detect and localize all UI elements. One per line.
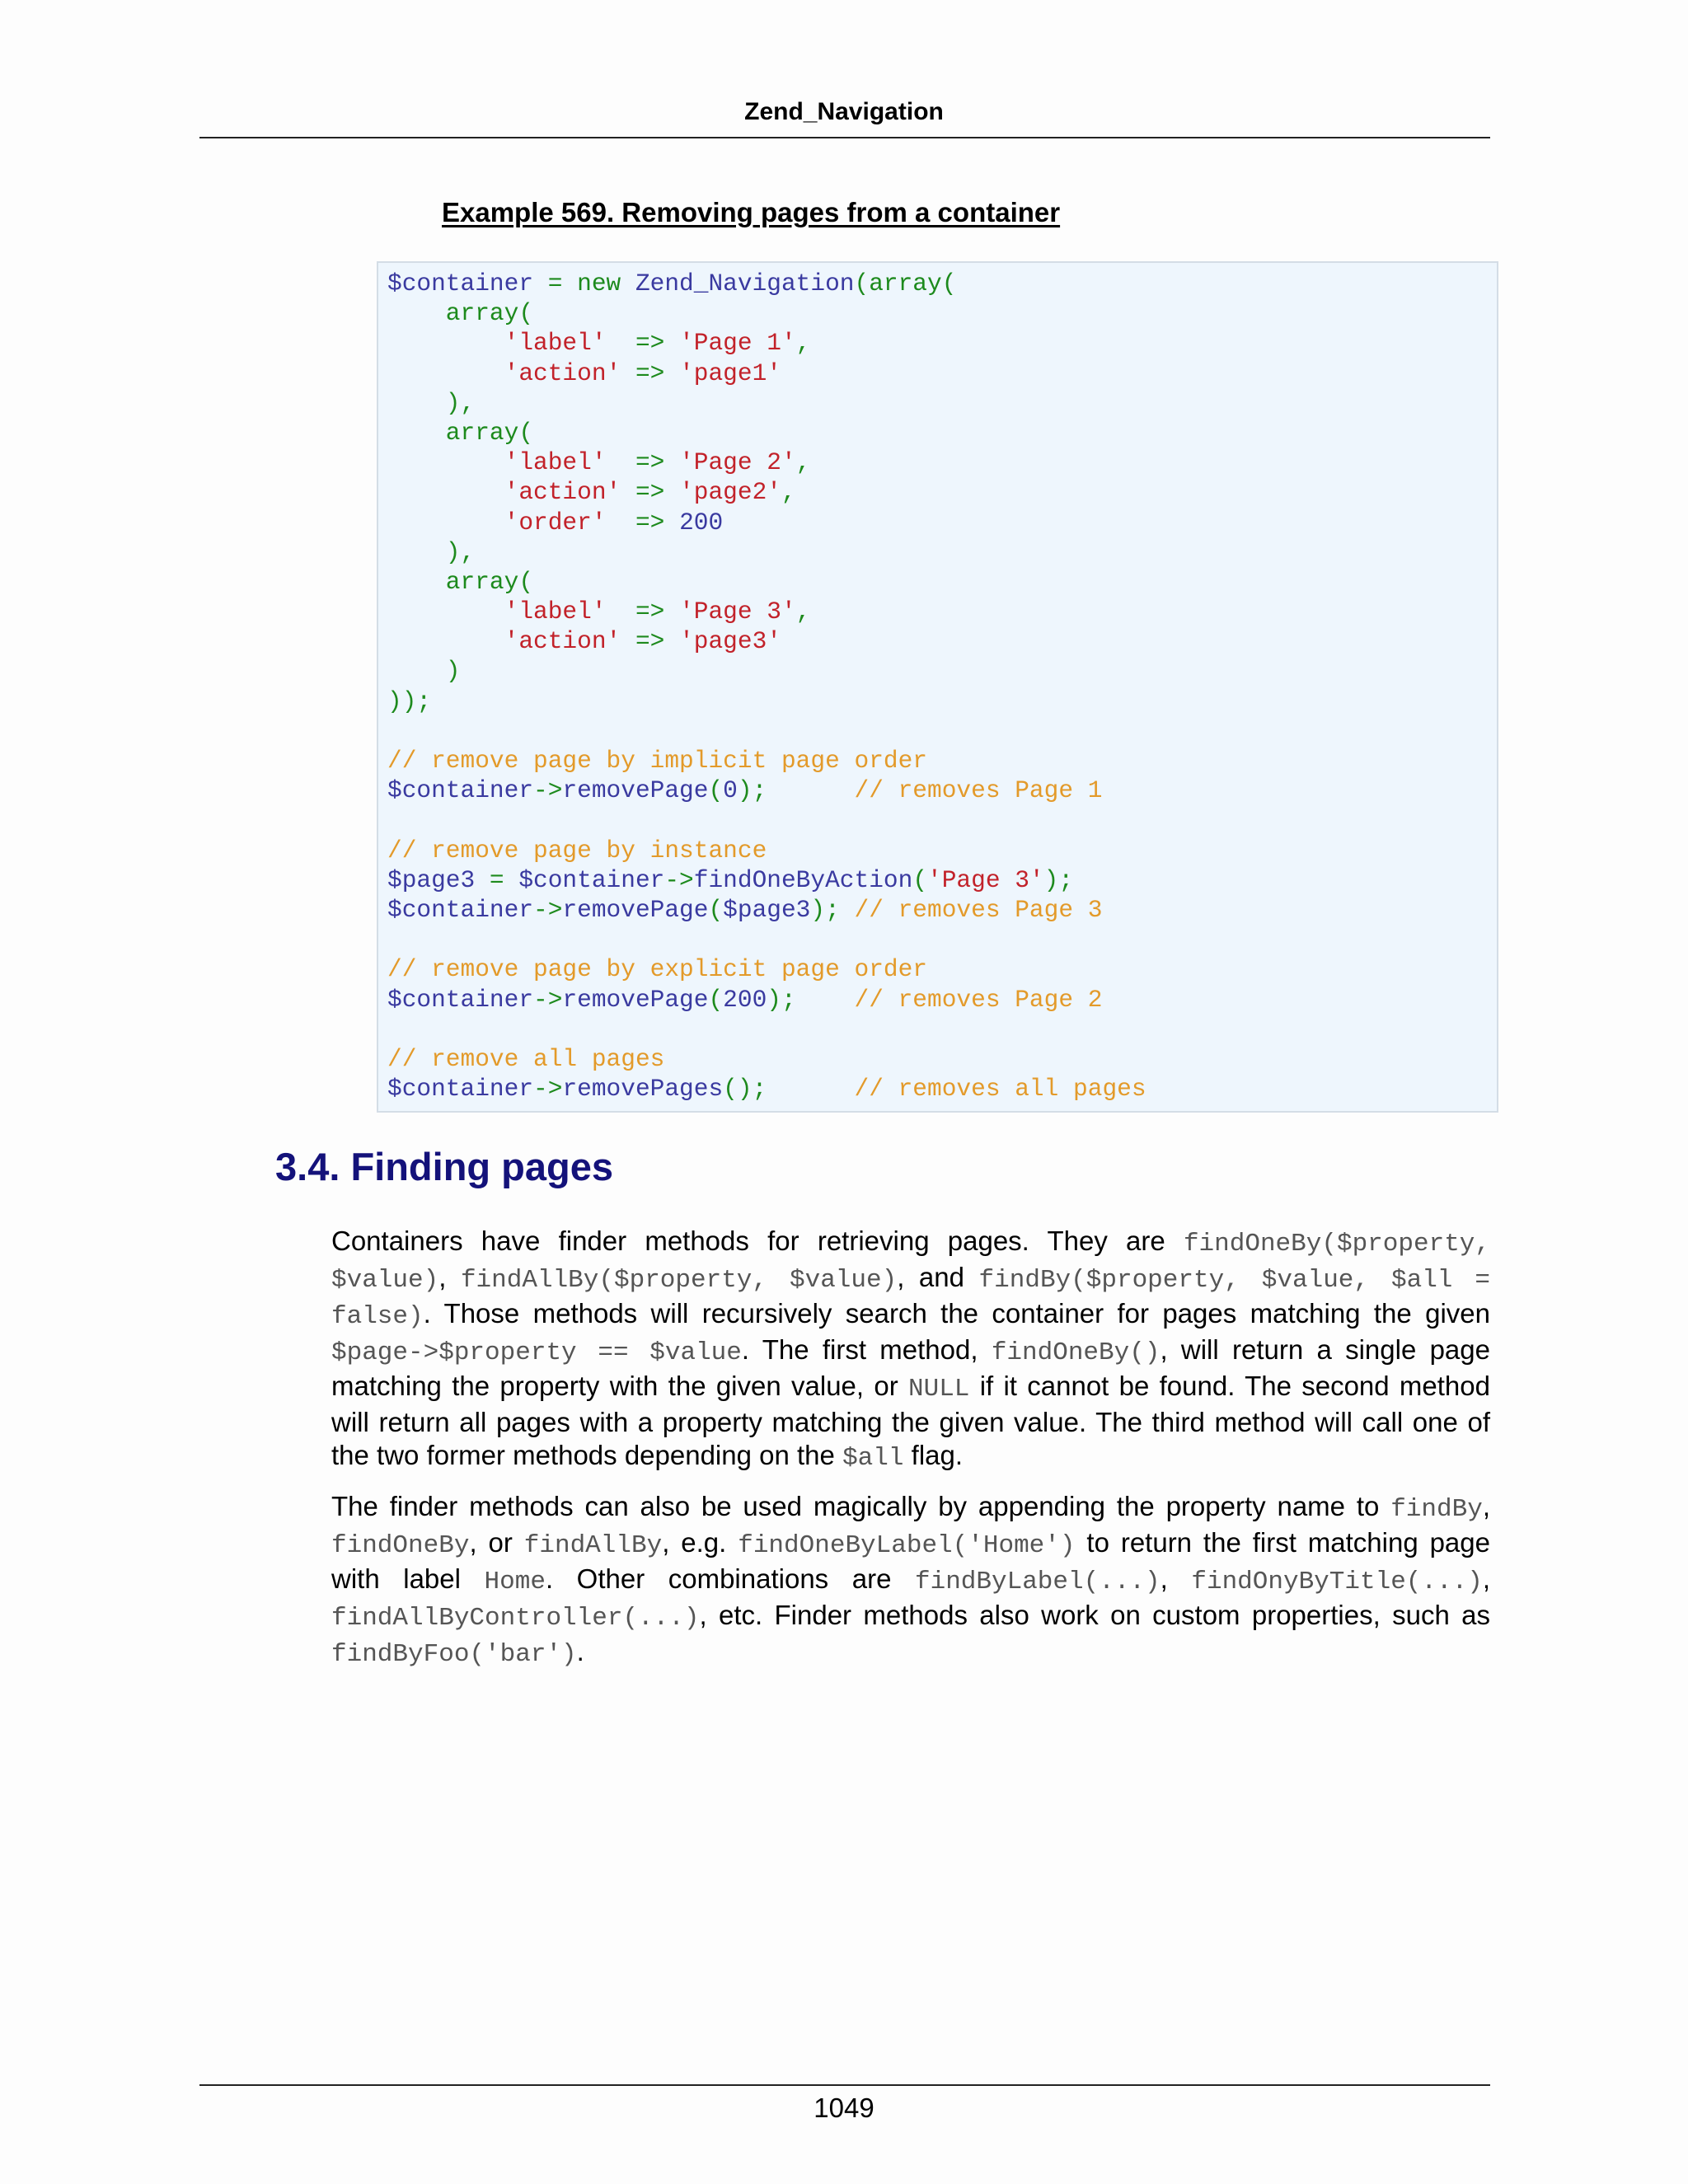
- section-title: 3.4. Finding pages: [275, 1145, 614, 1188]
- code-line: [387, 1044, 1146, 1074]
- code-token: ->: [664, 865, 694, 894]
- code-line: [387, 418, 1146, 448]
- code-token: 'action': [504, 478, 621, 507]
- code-token: 'label': [504, 448, 607, 477]
- code-line: [387, 925, 1146, 954]
- code-line: [387, 836, 1146, 865]
- text-run: . The first method,: [741, 1334, 992, 1365]
- code-line: [387, 626, 1146, 656]
- code-token: ));: [387, 687, 432, 715]
- code-token: array(: [387, 418, 534, 447]
- code-token: 'Page 3': [927, 865, 1044, 894]
- inline-code: findBy($property, $value, $all = false): [331, 1266, 1490, 1331]
- code-token: // remove page by explicit page order: [387, 955, 928, 984]
- code-token: // removes Page 3: [854, 895, 1103, 924]
- code-token: // removes Page 2: [854, 985, 1103, 1014]
- code-token: (: [708, 985, 724, 1014]
- text-run: , will return a single page matching the property with the given value, or: [331, 1334, 1490, 1401]
- code-token: 'page2': [679, 478, 781, 507]
- code-token: $container: [518, 865, 665, 894]
- code-line: [387, 537, 1146, 567]
- code-line: [387, 567, 1146, 597]
- code-line: [387, 269, 1146, 298]
- code-token: 'label': [504, 329, 607, 358]
- code-token: [387, 448, 504, 476]
- code-token: (: [912, 865, 928, 894]
- inline-code: $all: [842, 1444, 904, 1473]
- code-listing: [387, 269, 1146, 1104]
- code-token: $container: [387, 895, 534, 924]
- body-paragraph: [331, 1225, 1490, 1475]
- code-line: [387, 746, 1146, 776]
- inline-code: findAllByController(...): [331, 1604, 700, 1633]
- example-title: Example 569. Removing pages from a container: [442, 197, 1061, 227]
- inline-code: findAllBy: [523, 1531, 663, 1560]
- code-token: $page3: [387, 865, 476, 894]
- code-token: [387, 359, 504, 387]
- code-line: [387, 328, 1146, 358]
- code-token: array(: [387, 567, 534, 596]
- body-paragraph: [331, 1490, 1490, 1671]
- code-token: // remove all pages: [387, 1044, 665, 1073]
- code-token: ,: [795, 598, 811, 626]
- text-run: to return the first matching page with label: [331, 1527, 1490, 1594]
- text-run: ,: [1482, 1491, 1490, 1521]
- code-line: [387, 895, 1146, 925]
- footer-divider: [199, 2084, 1490, 2086]
- code-token: =>: [606, 598, 680, 626]
- code-line: [387, 477, 1146, 507]
- code-token: =>: [606, 329, 680, 358]
- code-token: removePage: [562, 985, 709, 1014]
- code-token: 'Page 1': [679, 329, 796, 358]
- code-token: ->: [533, 1075, 563, 1104]
- code-token: removePage: [562, 895, 709, 924]
- code-token: ->: [533, 776, 563, 805]
- code-token: =>: [606, 508, 680, 537]
- text-run: flag.: [903, 1440, 964, 1470]
- inline-code: findOnyByTitle(...): [1191, 1568, 1483, 1596]
- page-header-title: Zend_Navigation: [744, 98, 944, 125]
- code-token: =: [533, 269, 578, 298]
- code-token: 'label': [504, 598, 607, 626]
- text-run: , or: [469, 1527, 524, 1558]
- inline-code: Home: [484, 1568, 546, 1596]
- text-run: .: [576, 1636, 584, 1666]
- text-run: ,: [1160, 1563, 1192, 1594]
- inline-code: findByFoo('bar'): [331, 1640, 577, 1669]
- code-token: $container: [387, 1075, 534, 1104]
- code-token: 200: [679, 508, 724, 537]
- code-line: [387, 1015, 1146, 1044]
- text-run: . Those methods will recursively search the container for pages matching the given: [423, 1298, 1490, 1329]
- code-token: removePages: [562, 1075, 724, 1104]
- code-token: );: [1043, 865, 1074, 894]
- code-token: =>: [621, 478, 680, 507]
- code-token: removePage: [562, 776, 709, 805]
- code-token: 200: [723, 985, 767, 1014]
- inline-code: findByLabel(...): [914, 1568, 1160, 1596]
- code-token: findOneByAction: [693, 865, 913, 894]
- code-line: [387, 508, 1146, 537]
- code-token: new: [577, 269, 621, 298]
- code-token: (: [708, 895, 724, 924]
- inline-code: $page->$property == $value: [331, 1338, 742, 1367]
- code-line: [387, 985, 1146, 1015]
- code-line: [387, 776, 1146, 805]
- code-token: ();: [723, 1075, 855, 1104]
- code-token: $container: [387, 985, 534, 1014]
- code-token: // removes all pages: [854, 1075, 1146, 1104]
- text-run: ,: [1482, 1563, 1490, 1594]
- code-line: [387, 448, 1146, 477]
- code-token: );: [767, 985, 855, 1014]
- code-token: 'page1': [679, 359, 781, 387]
- inline-code: findBy: [1390, 1495, 1483, 1524]
- code-line: [387, 805, 1146, 835]
- inline-code: findAllBy($property, $value): [460, 1266, 898, 1295]
- code-token: $page3: [723, 895, 811, 924]
- code-token: ,: [795, 329, 811, 358]
- code-token: 'Page 3': [679, 598, 796, 626]
- code-line: [387, 388, 1146, 418]
- code-token: // remove page by implicit page order: [387, 747, 928, 775]
- code-token: =>: [621, 627, 680, 656]
- code-token: (: [708, 776, 724, 805]
- code-token: array(: [387, 299, 534, 328]
- code-token: 'Page 2': [679, 448, 796, 477]
- code-token: ->: [533, 985, 563, 1014]
- code-token: [387, 627, 504, 655]
- code-line: [387, 716, 1146, 746]
- code-token: Zend_Navigation: [635, 269, 855, 298]
- code-token: ),: [387, 388, 476, 417]
- text-run: The finder methods can also be used magically by appending the property name to: [331, 1491, 1391, 1521]
- code-token: ,: [781, 478, 796, 507]
- code-token: [387, 329, 504, 357]
- code-token: ),: [387, 537, 476, 566]
- text-run: , etc. Finder methods also work on custom properties, such as: [699, 1600, 1490, 1630]
- code-line: [387, 359, 1146, 388]
- code-token: =>: [621, 359, 680, 387]
- code-token: $container: [387, 269, 534, 298]
- code-line: [387, 298, 1146, 328]
- code-line: [387, 687, 1146, 716]
- text-run: , and: [897, 1262, 979, 1292]
- code-line: [387, 954, 1146, 984]
- code-line: [387, 865, 1146, 895]
- code-token: 'action': [504, 627, 621, 656]
- code-token: ): [387, 657, 461, 686]
- code-token: [387, 509, 504, 537]
- code-token: );: [737, 776, 855, 805]
- inline-code: findOneByLabel('Home'): [738, 1531, 1076, 1560]
- code-token: ->: [533, 895, 563, 924]
- inline-code: findOneBy: [331, 1531, 470, 1560]
- code-token: 'page3': [679, 627, 781, 656]
- code-token: [387, 478, 504, 506]
- inline-code: NULL: [907, 1375, 970, 1404]
- text-run: , e.g.: [662, 1527, 738, 1558]
- code-token: =: [475, 865, 519, 894]
- header-divider: [199, 137, 1490, 138]
- code-token: [387, 598, 504, 626]
- code-token: (array(: [854, 269, 957, 298]
- code-line: [387, 656, 1146, 686]
- code-token: // remove page by instance: [387, 836, 767, 865]
- code-token: =>: [606, 448, 680, 477]
- page-number: 1049: [814, 2093, 874, 2123]
- inline-code: findOneBy($property, $value): [331, 1230, 1490, 1295]
- code-token: [621, 269, 635, 298]
- text-run: ,: [438, 1262, 461, 1292]
- code-token: $container: [387, 776, 534, 805]
- code-token: ,: [795, 448, 811, 477]
- code-token: 'action': [504, 359, 621, 387]
- code-line: [387, 1074, 1146, 1104]
- code-token: 'order': [504, 508, 607, 537]
- text-run: Containers have finder methods for retrieving pages. They are: [331, 1226, 1184, 1256]
- inline-code: findOneBy(): [991, 1338, 1160, 1367]
- text-run: . Other combinations are: [545, 1563, 915, 1594]
- code-token: );: [810, 895, 855, 924]
- code-token: // removes Page 1: [854, 776, 1103, 805]
- code-line: [387, 597, 1146, 626]
- text-run: if it cannot be found. The second method will return all pages with a property matching the given value. The third method will call one of the two former methods depending on the: [331, 1371, 1490, 1470]
- code-token: 0: [723, 776, 738, 805]
